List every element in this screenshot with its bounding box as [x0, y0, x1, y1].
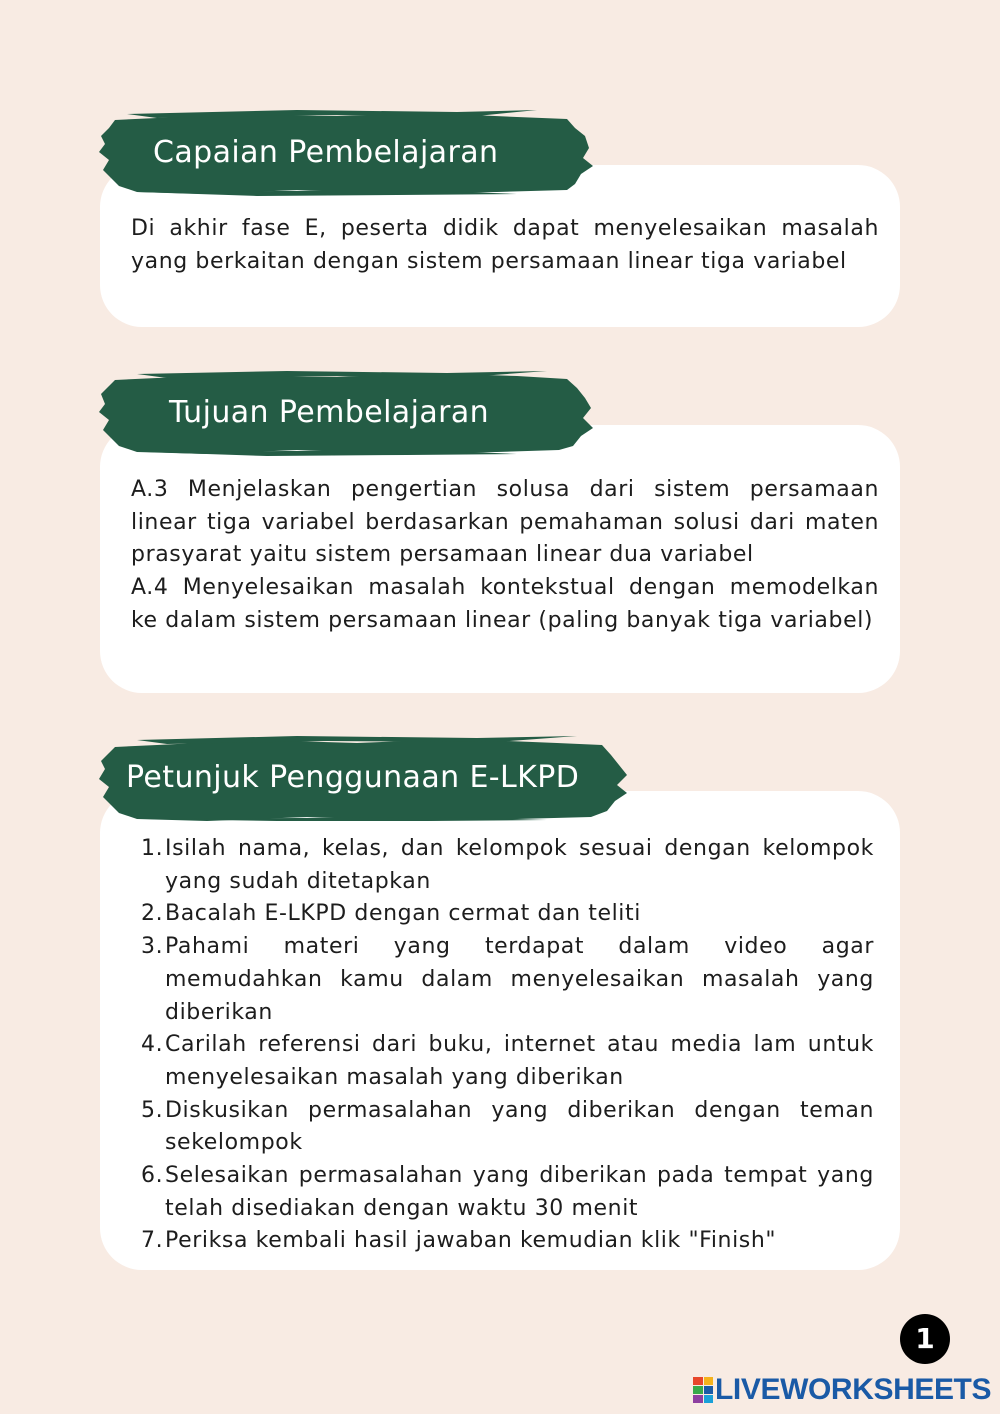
capaian-title: Capaian Pembelajaran — [153, 135, 499, 170]
step-text: Periksa kembali hasil jawaban kemudian klik "Finish" — [165, 1228, 777, 1254]
page-number-badge: 1 — [900, 1314, 950, 1364]
step-number: 2. — [141, 901, 164, 927]
list-item — [141, 1029, 874, 1094]
petunjuk-card — [100, 791, 900, 1270]
liveworksheets-brand[interactable] — [693, 1374, 991, 1406]
capaian-banner — [97, 110, 597, 196]
step-text: Diskusikan permasalahan yang diberikan dengan teman sekelompok — [165, 1097, 874, 1156]
liveworksheets-label: LIVEWORKSHEETS — [715, 1373, 992, 1406]
petunjuk-list — [141, 833, 874, 1258]
step-text: Bacalah E-LKPD dengan cermat dan teliti — [165, 901, 641, 927]
step-text: Carilah referensi dari buku, internet atau media lam untuk menyelesaikan masalah yang diberikan — [165, 1032, 874, 1090]
tujuan-card — [100, 425, 900, 693]
list-item — [141, 898, 874, 931]
step-text: Selesaikan permasalahan yang diberikan pada tempat yang telah disediakan dengan waktu 30 menit — [165, 1163, 874, 1221]
step-number: 5. — [141, 1097, 164, 1123]
tujuan-line-a3: A.3 Menjelaskan pengertian solusa dari sistem persamaan linear tiga variabel berdasarkan pemahaman solusi dari maten prasyarat yaitu sistem persamaan linear dua variabel — [131, 477, 879, 568]
petunjuk-banner — [97, 735, 632, 821]
petunjuk-title: Petunjuk Penggunaan E-LKPD — [126, 760, 580, 795]
tujuan-title: Tujuan Pembelajaran — [169, 395, 490, 430]
list-item — [141, 931, 874, 1029]
liveworksheets-logo-icon — [693, 1377, 713, 1403]
list-item — [141, 1225, 874, 1258]
tujuan-banner — [97, 370, 597, 456]
step-number: 1. — [141, 836, 164, 861]
list-item — [141, 1095, 874, 1160]
step-number: 3. — [141, 934, 164, 960]
capaian-text: Di akhir fase E, peserta didik dapat menyelesaikan masalah yang berkaitan dengan sistem persamaan linear tiga variabel — [131, 216, 879, 274]
step-text: Pahami materi yang terdapat dalam video agar memudahkan kamu dalam menyelesaikan masalah yang diberikan — [165, 934, 874, 1025]
list-item — [141, 1160, 874, 1225]
step-number: 4. — [141, 1032, 164, 1058]
step-text: Isilah nama, kelas, dan kelompok sesuai dengan kelompok yang sudah ditetapkan — [165, 836, 874, 894]
tujuan-line-a4: A.4 Menyelesaikan masalah kontekstual dengan memodelkan ke dalam sistem persamaan linear (paling banyak tiga variabel) — [131, 575, 879, 633]
step-number: 6. — [141, 1163, 164, 1189]
step-number: 7. — [141, 1228, 164, 1254]
list-item — [141, 833, 874, 898]
